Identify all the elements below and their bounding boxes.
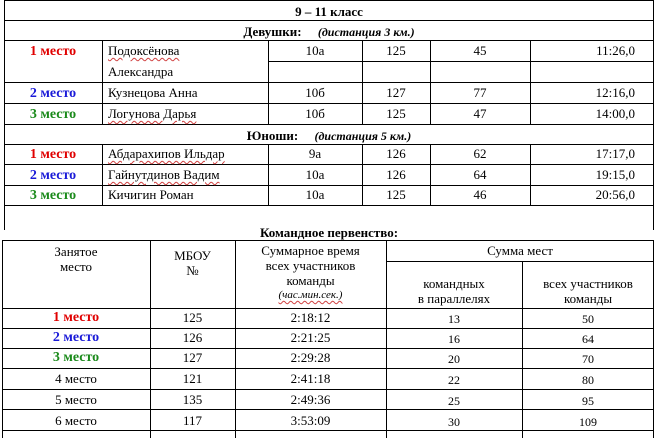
class-cell: 10б bbox=[305, 85, 325, 100]
number-cell: 45 bbox=[473, 43, 487, 58]
header-school: МБОУ № bbox=[174, 248, 211, 278]
place-label: 2 место bbox=[29, 86, 77, 101]
school-cell: 125 bbox=[386, 106, 406, 121]
athlete-name: Подоксёнова bbox=[108, 43, 180, 58]
header-total-time: Суммарное время всех участников команды (час.мин.сек.) bbox=[261, 243, 360, 301]
team-title: Командное первенство: bbox=[259, 225, 399, 240]
school-cell: 121 bbox=[182, 371, 203, 386]
school-cell: 125 bbox=[386, 43, 406, 58]
place-label: 6 место bbox=[55, 413, 97, 428]
time-cell: 17:17,0 bbox=[595, 146, 635, 161]
time-cell: 12:16,0 bbox=[595, 85, 635, 100]
class-cell: 9а bbox=[308, 146, 322, 161]
sum-parallel-cell: 22 bbox=[448, 373, 460, 387]
athlete-name: Логунова Дарья bbox=[108, 106, 197, 121]
place-label: 5 место bbox=[55, 392, 97, 407]
class-cell: 10а bbox=[305, 167, 325, 182]
header-sum-of-places: Сумма мест bbox=[487, 243, 553, 258]
place-label: 3 место bbox=[29, 188, 77, 203]
place-label: 2 место bbox=[29, 168, 77, 183]
number-cell: 64 bbox=[473, 167, 487, 182]
athlete-name-continued: Александра bbox=[108, 64, 174, 79]
place-label: 1 место bbox=[52, 310, 100, 325]
school-cell: 127 bbox=[386, 85, 406, 100]
sum-parallel-cell: 20 bbox=[448, 352, 460, 366]
school-cell: 126 bbox=[182, 330, 203, 345]
number-cell: 46 bbox=[473, 187, 487, 202]
girls-label: Девушки: bbox=[243, 24, 302, 39]
class-cell: 10б bbox=[305, 106, 325, 121]
place-label: 1 место bbox=[29, 147, 77, 162]
boys-section-header bbox=[4, 128, 654, 144]
place-label: 1 место bbox=[29, 44, 77, 59]
athlete-name: Абдарахипов Ильдар bbox=[108, 146, 225, 161]
sum-all-cell: 50 bbox=[582, 312, 594, 326]
place-label: 2 место bbox=[52, 330, 100, 345]
class-cell: 10а bbox=[305, 43, 325, 58]
school-cell: 127 bbox=[182, 350, 203, 365]
sum-parallel-cell: 16 bbox=[448, 332, 460, 346]
school-cell: 125 bbox=[386, 187, 406, 202]
header-sum-parallel: командных в параллелях bbox=[417, 276, 491, 306]
number-cell: 47 bbox=[473, 106, 487, 121]
total-time-cell: 3:53:09 bbox=[290, 413, 331, 428]
place-label: 3 место bbox=[29, 107, 77, 122]
total-time-cell: 2:41:18 bbox=[290, 371, 331, 386]
athlete-name: Кичигин Роман bbox=[108, 187, 194, 202]
time-cell: 14:00,0 bbox=[595, 106, 635, 121]
sum-parallel-cell: 13 bbox=[448, 312, 460, 326]
time-cell: 11:26,0 bbox=[596, 43, 635, 58]
total-time-cell: 2:49:36 bbox=[290, 392, 331, 407]
sum-all-cell: 70 bbox=[582, 352, 594, 366]
header-sum-all: всех участников команды bbox=[543, 276, 633, 306]
sum-parallel-cell: 30 bbox=[448, 415, 460, 429]
school-cell: 125 bbox=[182, 310, 203, 325]
sum-all-cell: 64 bbox=[582, 332, 594, 346]
number-cell: 62 bbox=[473, 146, 487, 161]
boys-distance: (дистанция 5 км.) bbox=[314, 129, 412, 143]
sum-parallel-cell: 25 bbox=[448, 394, 460, 408]
number-cell: 77 bbox=[473, 85, 487, 100]
athlete-name: Гайнутдинов Вадим bbox=[108, 167, 220, 182]
time-cell: 20:56,0 bbox=[595, 187, 635, 202]
total-time-cell: 2:18:12 bbox=[290, 310, 331, 325]
girls-distance: (дистанция 3 км.) bbox=[317, 25, 415, 39]
time-cell: 19:15,0 bbox=[595, 167, 635, 182]
total-time-cell: 2:21:25 bbox=[290, 330, 331, 345]
place-label: 4 место bbox=[55, 371, 97, 386]
sum-all-cell: 80 bbox=[582, 373, 594, 387]
place-label: 3 место bbox=[52, 350, 100, 365]
school-cell: 126 bbox=[386, 167, 406, 182]
sum-all-cell: 95 bbox=[582, 394, 594, 408]
school-cell: 117 bbox=[182, 413, 203, 428]
boys-label: Юноши: bbox=[246, 128, 299, 143]
sum-all-cell: 109 bbox=[579, 415, 597, 429]
girls-section-header bbox=[4, 24, 654, 40]
table-title: 9 – 11 класс bbox=[295, 4, 363, 19]
school-cell: 126 bbox=[386, 146, 406, 161]
class-cell: 10а bbox=[305, 187, 325, 202]
total-time-cell: 2:29:28 bbox=[290, 350, 331, 365]
school-cell: 135 bbox=[182, 392, 203, 407]
athlete-name: Кузнецова Анна bbox=[108, 85, 198, 100]
header-place: Занятое место bbox=[54, 244, 98, 274]
